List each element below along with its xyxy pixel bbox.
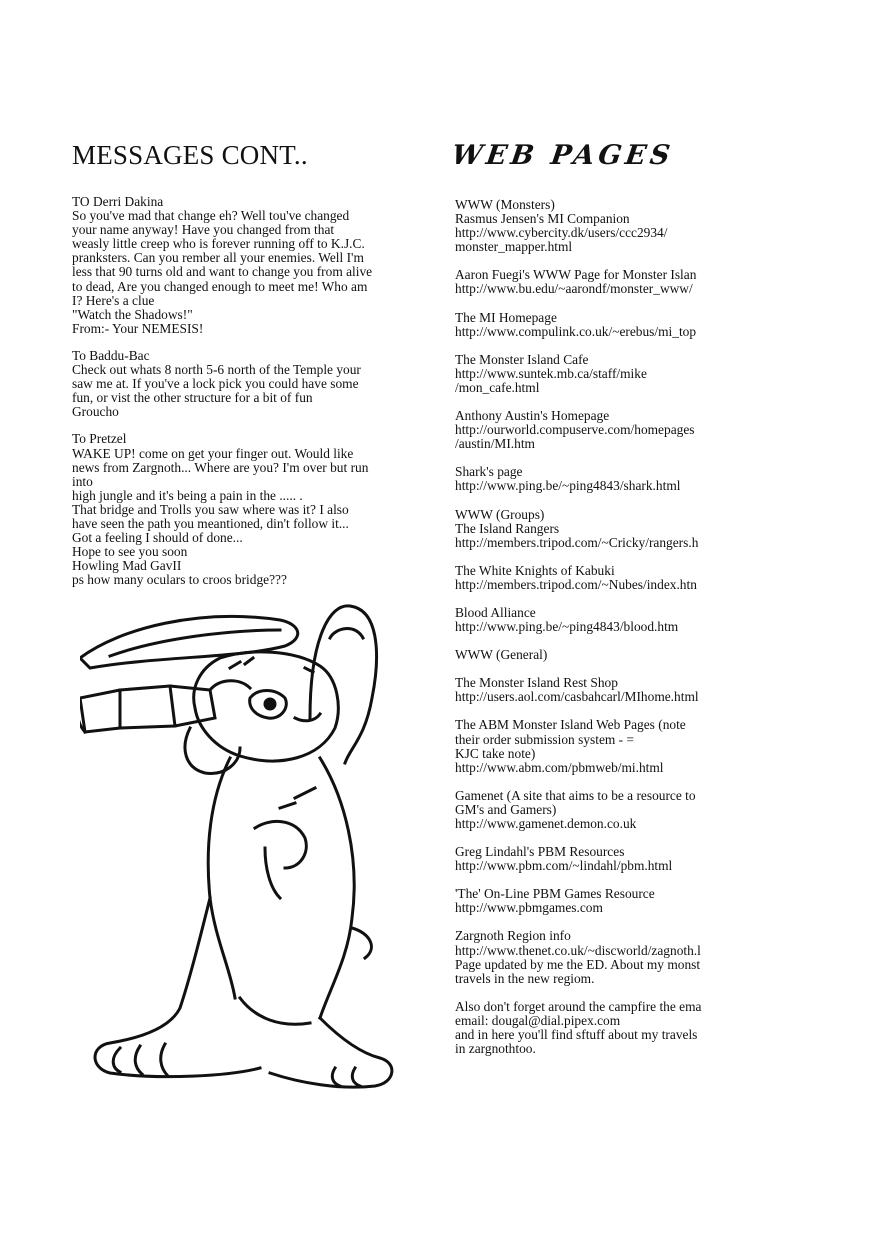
web-page-entry [455,887,755,915]
web-pages-column [455,198,755,1070]
messages-heading: MESSAGES CONT.. [72,140,308,170]
message-line: From:- Your NEMESIS! [72,320,204,336]
rabbit-with-spyglass-drawing [80,598,398,1094]
message-line: news from Zargnoth... Where are you? I'm over but run [72,459,369,475]
message-line: high jungle and it's being a pain in the ..... . [72,487,303,503]
messages-column [72,195,442,600]
web-page-entry [455,564,755,592]
web-page-text: Also don't forget around the campfire the ema [455,999,702,1014]
message-line: That bridge and Trolls you saw where was it? I also [72,501,349,517]
web-page-text: Greg Lindahl's PBM Resources [455,845,625,860]
message-line: To Baddu-Bac [72,347,150,363]
message-line: WAKE UP! come on get your finger out. Would like [72,445,354,461]
web-page-entry [455,409,755,451]
message-line: TO Derri Dakina [72,194,164,209]
web-page-url: http://www.ping.be/~ping4843/shark.html [455,479,681,494]
web-page-url: http://www.pbm.com/~lindahl/pbm.html [455,859,673,874]
message-block [72,349,442,419]
web-page-text: /mon_cafe.html [455,380,540,395]
web-page-text: Rasmus Jensen's MI Companion [455,212,630,227]
web-page-entry [455,1000,755,1056]
web-page-text: The Island Rangers [455,521,560,536]
message-line: to dead, Are you changed enough to meet me! Who am [72,278,368,294]
web-page-url: http://www.abm.com/pbmweb/mi.html [455,760,664,775]
web-page-text: The ABM Monster Island Web Pages (note [455,718,686,733]
message-line: weasly little creep who is forever running off to K.J.C. [72,236,365,252]
web-page-url: http://members.tripod.com/~Cricky/rangers.h [455,535,699,550]
web-page-text: WWW (Monsters) [455,198,555,212]
web-page-url: http://www.compulink.co.uk/~erebus/mi_top [455,324,697,339]
web-page-url: http://www.cybercity.dk/users/ccc2934/ [455,226,668,241]
message-line: Hope to see you soon [72,544,188,560]
message-line: your name anyway! Have you changed from that [72,222,335,238]
web-page-text: email: dougal@dial.pipex.com [455,1013,621,1028]
web-page-entry [455,353,755,395]
message-block [72,195,442,336]
web-page-entry [455,929,755,985]
message-block [72,432,442,587]
web-page-url: http://users.aol.com/casbahcarl/MIhome.html [455,690,699,705]
web-page-text: Anthony Austin's Homepage [455,409,610,424]
web-page-text: Gamenet (A site that aims to be a resource to [455,788,696,803]
message-line: So you've mad that change eh? Well tou've changed [72,208,350,224]
web-page-entry [455,845,755,873]
web-page-url: http://www.thenet.co.uk/~discworld/zagnoth.l [455,943,701,958]
web-page-entry [455,268,755,296]
message-line: Howling Mad GavII [72,558,182,574]
web-page-entry [455,606,755,634]
message-line: Groucho [72,404,119,420]
web-page-entry [455,648,755,662]
web-page-text: monster_mapper.html [455,240,573,255]
web-page-text: Blood Alliance [455,605,536,620]
web-page-url: http://www.suntek.mb.ca/staff/mike [455,366,647,381]
web-page-text: WWW (Groups) [455,507,545,522]
message-line: To Pretzel [72,431,127,447]
web-page-entry [455,311,755,339]
web-page-text: The Monster Island Cafe [455,352,589,367]
web-page-entry [455,508,755,550]
message-line: "Watch the Shadows!" [72,306,193,322]
web-page-url: http://www.ping.be/~ping4843/blood.htm [455,620,679,635]
message-line: pranksters. Can you rember all your enemies. Well I'm [72,250,364,266]
message-line: I? Here's a clue [72,292,155,308]
message-line: have seen the path you meantioned, din't follow it... [72,515,349,531]
web-page-entry [455,789,755,831]
web-page-text: The Monster Island Rest Shop [455,676,618,691]
web-page-url: http://ourworld.compuserve.com/homepages [455,423,695,438]
message-line: less that 90 turns old and want to change you from alive [72,264,373,280]
web-page-text: The MI Homepage [455,310,557,325]
web-page-url: http://www.pbmgames.com [455,901,603,916]
web-page-entry [455,718,755,774]
web-pages-heading: WEB PAGES [449,140,676,171]
message-line: Check out whats 8 north 5-6 north of the Temple your [72,362,361,378]
message-line: Got a feeling I should of done... [72,530,243,546]
web-page-text: /austin/MI.htm [455,437,535,452]
web-page-url: http://www.bu.edu/~aarondf/monster_www/ [455,282,693,297]
web-page-text: their order submission system - = [455,732,635,747]
message-line: ps how many oculars to croos bridge??? [72,572,287,588]
web-page-entry [455,676,755,704]
web-page-entry [455,198,755,254]
message-line: fun, or vist the other structure for a bit of fun [72,390,313,406]
web-page-text: The White Knights of Kabuki [455,563,615,578]
web-page-text: WWW (General) [455,648,548,663]
web-page-text: in zargnothtoo. [455,1042,536,1057]
web-page-text: Page updated by me the ED. About my monst [455,957,701,972]
web-page-text: Shark's page [455,465,523,480]
web-page-text: KJC take note) [455,746,536,761]
web-page-text: travels in the new regiom. [455,971,595,986]
web-page-text: Zargnoth Region info [455,929,571,944]
web-page-text: 'The' On-Line PBM Games Resource [455,887,655,902]
web-page-url: http://members.tripod.com/~Nubes/index.htn [455,577,697,592]
message-line: saw me at. If you've a lock pick you could have some [72,376,359,392]
web-page-text: and in here you'll find sftuff about my travels [455,1028,698,1043]
web-page-entry [455,465,755,493]
web-page-url: http://www.gamenet.demon.co.uk [455,817,637,831]
message-line: into [72,473,93,489]
web-page-text: GM's and Gamers) [455,802,557,817]
web-page-text: Aaron Fuegi's WWW Page for Monster Islan [455,268,697,283]
